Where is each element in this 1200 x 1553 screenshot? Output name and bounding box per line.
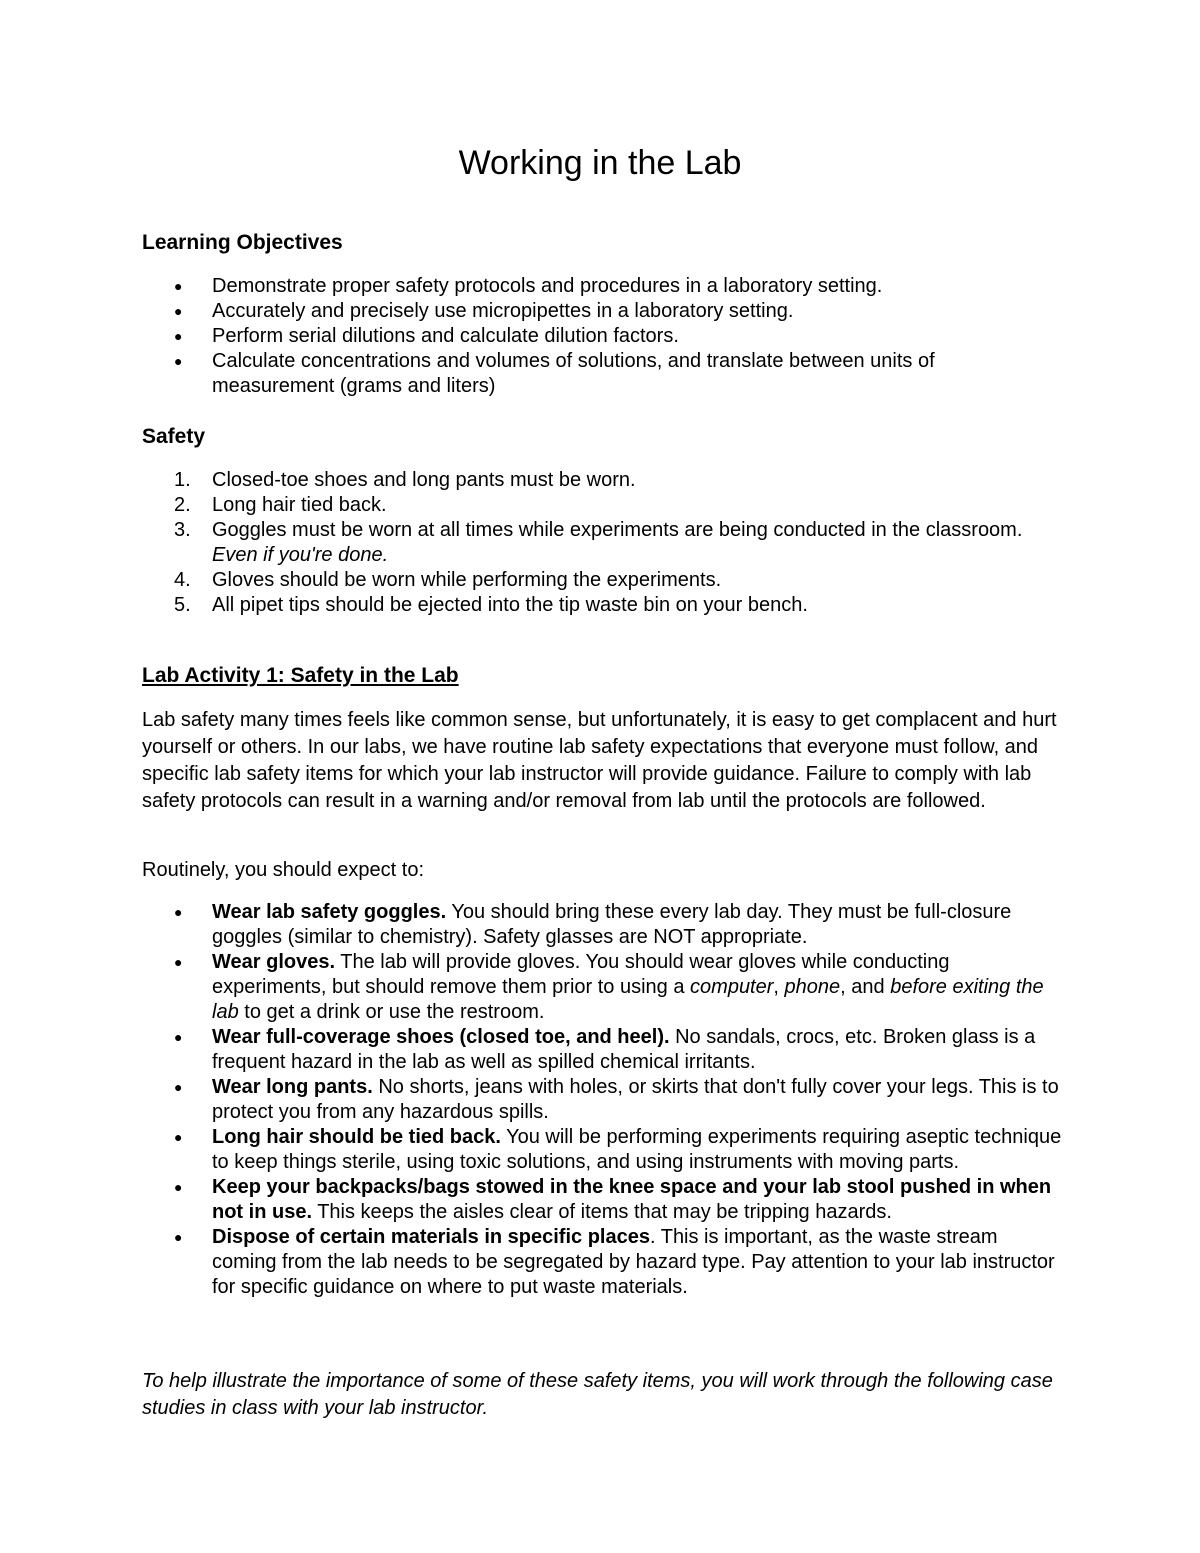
list-item: ● Accurately and precisely use micropipettes in a laboratory setting. [174,300,794,322]
list-item: ● Wear lab safety goggles. You should bring these every lab day. They must be full-closure goggles (similar to chemistry). Safety glasses are NOT appropriate. [174,901,1012,948]
bullet-icon: ● [174,1029,183,1045]
bullet-icon: ● [174,328,183,344]
bullet-icon: ● [174,1229,183,1245]
page-title: Working in the Lab [458,144,742,182]
routinely-paragraph: Routinely, you should expect to: [142,859,425,881]
bullet-icon: ● [174,1179,183,1195]
bullet-icon: ● [174,904,183,920]
list-item: 3. Goggles must be worn at all times while experiments are being conducted in the classroom. Even if you're done. [174,519,1023,566]
safety-heading: Safety [142,425,206,448]
expectations-list [142,900,1062,1300]
list-item: ● Perform serial dilutions and calculate dilution factors. [174,325,679,347]
list-item: 1. Closed-toe shoes and long pants must be worn. [174,469,636,491]
closing-paragraph: To help illustrate the importance of some of these safety items, you will work through the following case studies in class with your lab instructor. [142,1370,1053,1419]
list-item: ● Calculate concentrations and volumes of solutions, and translate between units of measurement (grams and liters) [174,350,935,397]
list-item: 2. Long hair tied back. [174,494,387,516]
list-item: ● Long hair should be tied back. You will be performing experiments requiring aseptic technique to keep things sterile, using toxic solutions, and using instruments with moving parts. [174,1126,1062,1173]
bullet-icon: ● [174,954,183,970]
list-item: ● Keep your backpacks/bags stowed in the knee space and your lab stool pushed in when not in use. This keeps the aisles clear of items that may be tripping hazards. [174,1176,1052,1223]
list-item: 5. All pipet tips should be ejected into the tip waste bin on your bench. [174,594,808,616]
bullet-icon: ● [174,1079,183,1095]
safety-list [142,468,1062,618]
intro-paragraph: Lab safety many times feels like common sense, but unfortunately, it is easy to get complacent and hurt yourself or others. In our labs, we have routine lab safety expectations that everyone must follow, and specific lab safety items for which your lab instructor will provide guidance. Failure to comply with lab safety protocols can result in a warning and/or removal from lab until the protocols are followed. [142,709,1057,812]
list-item: ● Demonstrate proper safety protocols and procedures in a laboratory setting. [174,275,883,297]
bullet-icon: ● [174,353,183,369]
list-item: ● Wear long pants. No shorts, jeans with holes, or skirts that don't fully cover your legs. This is to protect you from any hazardous spills. [174,1076,1059,1123]
list-item: ● Wear full-coverage shoes (closed toe, and heel). No sandals, crocs, etc. Broken glass is a frequent hazard in the lab as well as spilled chemical irritants. [174,1026,1036,1073]
list-item: ● Wear gloves. The lab will provide gloves. You should wear gloves while conducting experiments, but should remove them prior to using a computer, phone, and before exiting the lab to get a drink or use the restroom. [174,951,1044,1023]
bullet-icon: ● [174,1129,183,1145]
bullet-icon: ● [174,278,183,294]
bullet-icon: ● [174,303,183,319]
list-item: 4. Gloves should be worn while performing the experiments. [174,569,722,591]
list-item: ● Dispose of certain materials in specific places. This is important, as the waste stream coming from the lab needs to be segregated by hazard type. Pay attention to your lab instructor for specific guidance on where to put waste materials. [174,1226,1055,1298]
learning-objectives-list [142,274,1062,399]
learning-objectives-heading: Learning Objectives [142,231,343,254]
lab-activity-heading: Lab Activity 1: Safety in the Lab [142,664,459,687]
